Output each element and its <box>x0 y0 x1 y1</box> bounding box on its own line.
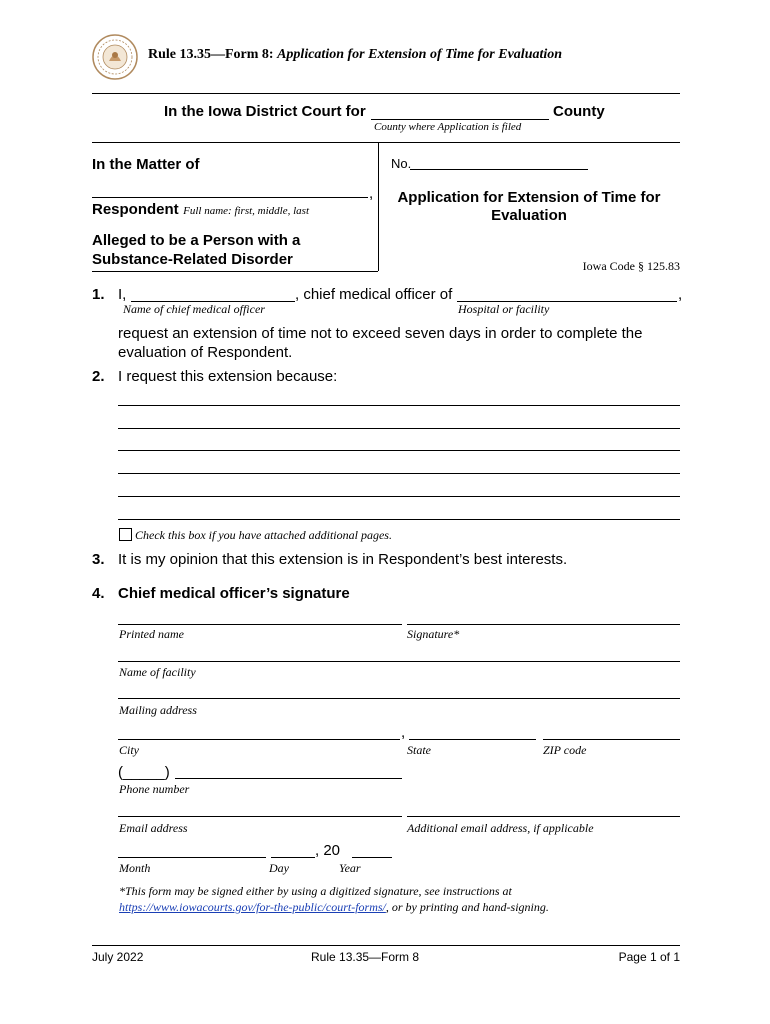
footnote-line-2 <box>119 899 549 915</box>
reason-line-2[interactable] <box>118 428 680 429</box>
respondent-line <box>92 201 309 219</box>
case-number-label: No. <box>391 156 412 171</box>
header-rule <box>92 93 680 94</box>
zip-caption: ZIP code <box>543 743 587 757</box>
item-1-end-comma: , <box>678 286 683 303</box>
item-1-body <box>118 324 642 362</box>
day-caption: Day <box>269 861 289 875</box>
additional-pages-checkbox[interactable] <box>119 528 132 541</box>
footer-form: Rule 13.35—Form 8 <box>311 950 420 964</box>
respondent-name-field[interactable] <box>92 197 368 198</box>
year-prefix: , 20 <box>315 842 341 859</box>
county-caption: County where Application is filed <box>374 121 522 133</box>
city-field[interactable] <box>118 739 400 740</box>
item-4-number: 4. <box>92 585 105 602</box>
item-1-number: 1. <box>92 286 105 303</box>
footnote-line-2-text: , or by printing and hand-signing. <box>385 900 549 914</box>
reason-line-6[interactable] <box>118 519 680 520</box>
form-header <box>148 47 562 63</box>
alleged-line-2: Substance-Related Disorder <box>92 251 293 268</box>
footer-page: Page 1 of 1 <box>618 950 680 964</box>
signature-heading: Chief medical officer’s signature <box>118 585 350 602</box>
state-caption: State <box>407 743 431 757</box>
facility-name-caption: Name of facility <box>119 665 196 679</box>
month-caption: Month <box>119 861 151 875</box>
phone-caption: Phone number <box>119 782 190 796</box>
item-1-middle: , chief medical officer of <box>295 286 453 303</box>
item-1-line-2: evaluation of Respondent. <box>118 344 293 361</box>
caption-left-bottom-rule <box>92 271 378 272</box>
court-seal-logo <box>92 34 138 80</box>
reason-line-4[interactable] <box>118 473 680 474</box>
footer-date: July 2022 <box>92 950 144 964</box>
item-1-i: I, <box>118 286 127 303</box>
reason-line-3[interactable] <box>118 450 680 451</box>
mailing-address-caption: Mailing address <box>119 703 197 717</box>
state-field[interactable] <box>409 739 536 740</box>
item-2-text: I request this extension because: <box>118 368 338 385</box>
respondent-label: Respondent <box>92 201 179 218</box>
footnote-line-1: *This form may be signed either by using a digitized signature, see instructions at <box>119 884 512 898</box>
rule-number: Rule 13.35—Form 8: <box>148 47 274 62</box>
mailing-address-field[interactable] <box>118 698 680 699</box>
phone-field[interactable] <box>175 778 402 779</box>
reason-line-1[interactable] <box>118 405 680 406</box>
zip-field[interactable] <box>543 739 680 740</box>
month-field[interactable] <box>118 857 266 858</box>
respondent-hint: Full name: first, middle, last <box>183 205 310 217</box>
printed-name-caption: Printed name <box>119 627 184 641</box>
reason-line-5[interactable] <box>118 496 680 497</box>
court-prefix: In the Iowa District Court for <box>164 103 366 120</box>
footer-rule <box>92 945 680 946</box>
signature-footnote <box>119 883 549 915</box>
caption-top-rule <box>92 142 680 143</box>
item-2-number: 2. <box>92 368 105 385</box>
caption-title-line-1: Application for Extension of Time for <box>397 189 661 206</box>
alleged-text <box>92 231 300 269</box>
facility-name-field[interactable] <box>118 661 680 662</box>
signature-caption: Signature* <box>407 627 460 641</box>
case-number-field[interactable] <box>410 169 588 170</box>
additional-email-caption: Additional email address, if applicable <box>407 821 594 835</box>
phone-area-code: (_____) <box>118 764 170 781</box>
court-forms-link[interactable]: https://www.iowacourts.gov/for-the-public/court-forms/ <box>119 900 386 914</box>
printed-name-field[interactable] <box>118 624 402 625</box>
alleged-line-1: Alleged to be a Person with a <box>92 232 301 249</box>
additional-email-field[interactable] <box>407 816 680 817</box>
form-header-title: Application for Extension of Time for Evaluation <box>277 47 563 62</box>
day-field[interactable] <box>271 857 315 858</box>
in-the-matter-label: In the Matter of <box>92 156 200 173</box>
email-field[interactable] <box>118 816 402 817</box>
signature-field[interactable] <box>407 624 680 625</box>
hospital-caption: Hospital or facility <box>458 302 550 316</box>
year-caption: Year <box>339 861 361 875</box>
year-field[interactable] <box>352 857 392 858</box>
item-1-line-1: request an extension of time not to exceed seven days in order to complete the <box>118 325 643 342</box>
caption-title-line-2: Evaluation <box>491 207 567 224</box>
county-suffix: County <box>553 103 605 120</box>
email-caption: Email address <box>119 821 188 835</box>
caption-form-title <box>378 189 680 225</box>
item-3-number: 3. <box>92 551 105 568</box>
name-of-chief-caption: Name of chief medical officer <box>123 302 265 316</box>
iowa-code-reference: Iowa Code § 125.83 <box>582 259 680 273</box>
respondent-comma: , <box>369 185 374 202</box>
county-field[interactable] <box>371 119 549 120</box>
city-comma: , <box>401 724 406 741</box>
item-3-text: It is my opinion that this extension is in Respondent’s best interests. <box>118 551 568 568</box>
additional-pages-label: Check this box if you have attached additional pages. <box>135 528 392 542</box>
city-caption: City <box>119 743 139 757</box>
